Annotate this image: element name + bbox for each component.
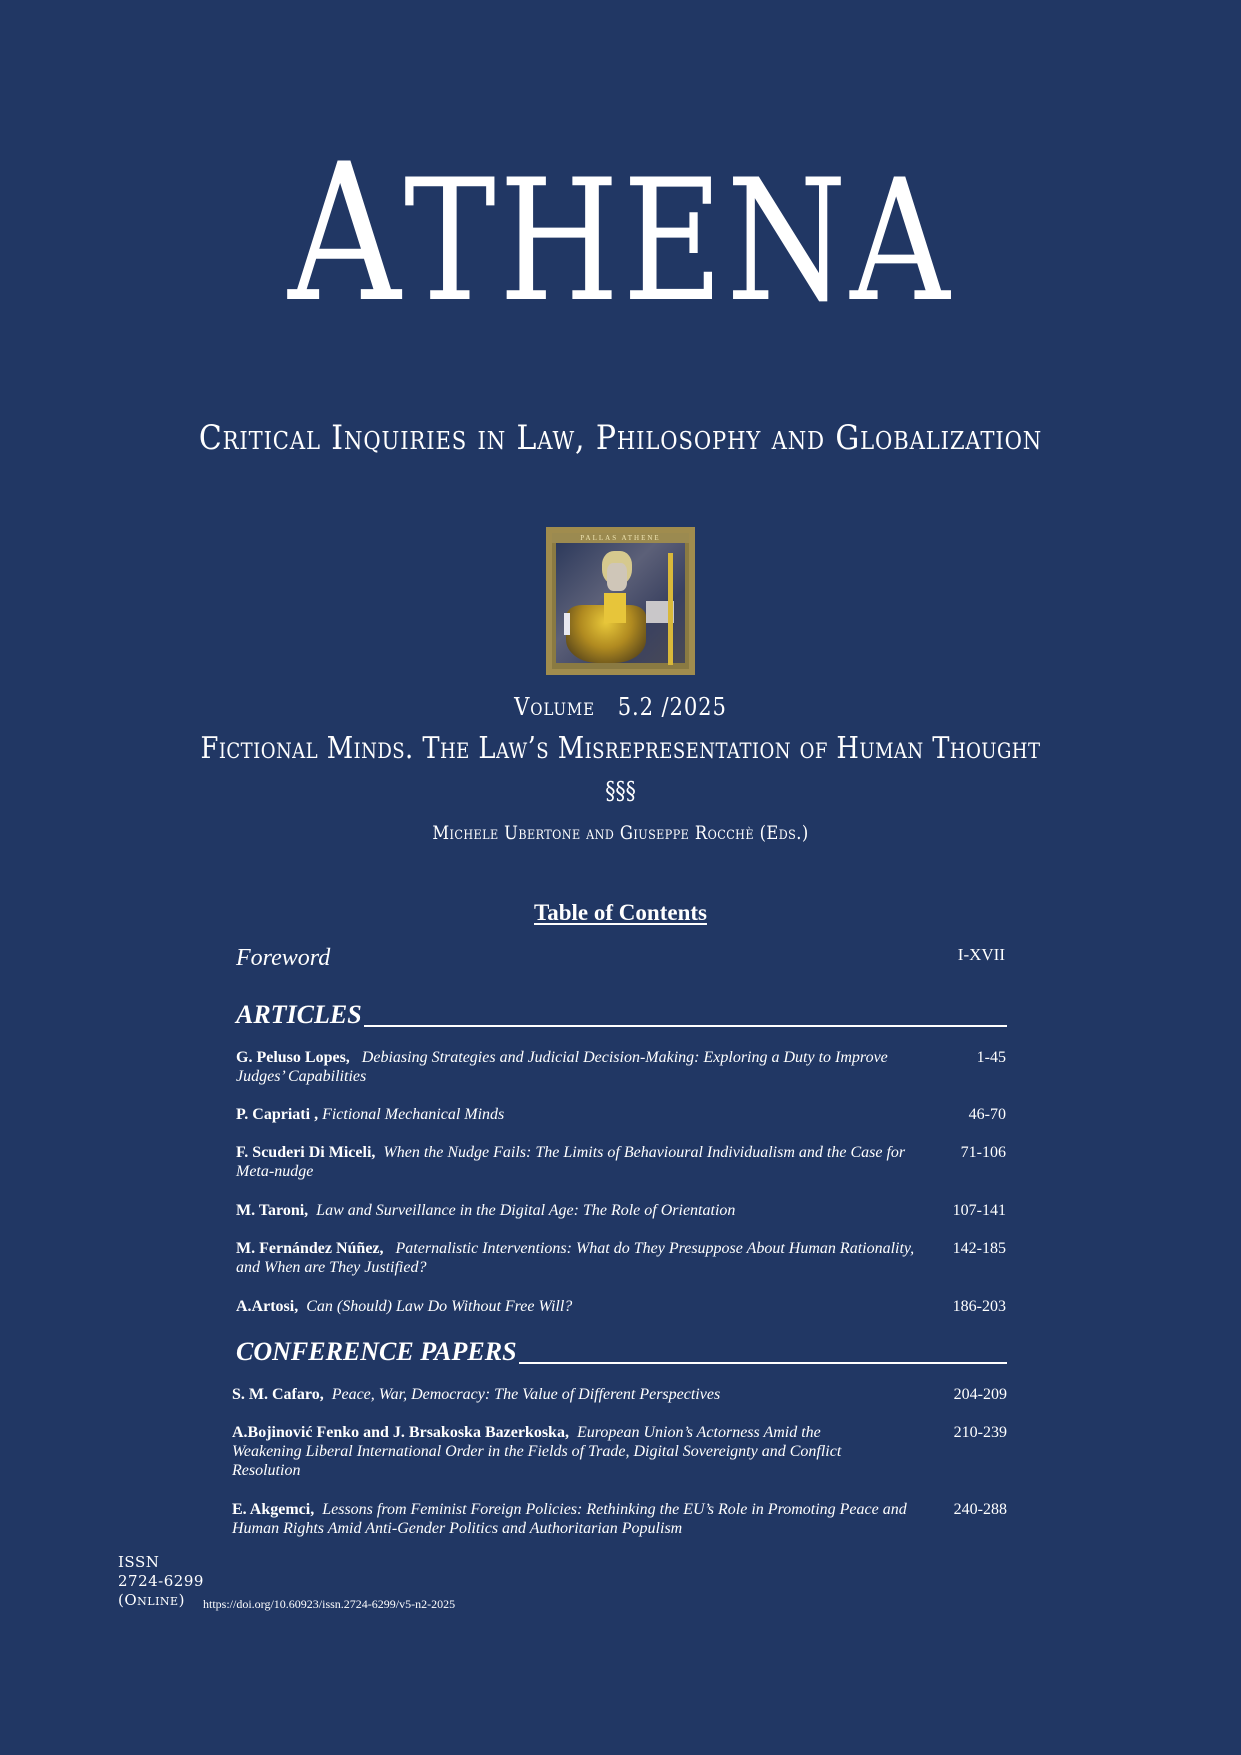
entry-title: Lessons from Feminist Foreign Policies: Rethinking the EU’s Role in Promoting Peace and Human Rights Amid Anti-Gender Politics and Authoritarian Populism [232, 1501, 907, 1537]
entry-author: M. Taroni, [236, 1202, 309, 1219]
painting-chest [604, 593, 626, 623]
entry-author: E. Akgemci, [232, 1501, 315, 1518]
entry-author: G. Peluso Lopes, [236, 1049, 350, 1066]
issue-title: Fictional Minds. The Law’s Misrepresentation of Human Thought [200, 731, 1041, 766]
entry-author: S. M. Cafaro, [232, 1386, 324, 1403]
entry-pages: 186-203 [952, 1298, 1006, 1315]
cover-painting [546, 527, 695, 675]
journal-masthead [112, 123, 1130, 344]
masthead-rest: THENA [403, 143, 953, 339]
painting-nike-figure [564, 613, 570, 635]
conference-heading-text: CONFERENCE PAPERS [236, 1337, 517, 1366]
masthead-initial: A [288, 123, 404, 344]
issn-number: 2724-6299 [118, 1572, 204, 1590]
toc-foreword-pages: I-XVII [957, 945, 1005, 964]
entry-author: A.Artosi, [236, 1298, 299, 1315]
entry-pages: 107-141 [952, 1202, 1006, 1219]
volume-label: Volume [514, 693, 595, 721]
entry-pages: 142-185 [952, 1240, 1006, 1257]
toc-entry[interactable] [232, 1500, 1007, 1538]
articles-heading-rule [364, 1025, 1007, 1027]
entry-author: P. Capriati , [236, 1106, 319, 1123]
toc-entry[interactable] [236, 1297, 1006, 1316]
entry-pages: 210-239 [953, 1424, 1007, 1441]
entry-author: A.Bojinović Fenko and J. Brsakoska Bazerkoska, [232, 1424, 569, 1441]
entry-pages: 71-106 [960, 1144, 1006, 1161]
section-marks: §§§ [605, 777, 636, 805]
toc-entry[interactable] [236, 1201, 1006, 1220]
toc-foreword-label[interactable]: Foreword [236, 945, 331, 971]
toc-articles-heading [236, 1000, 1007, 1030]
doi-link[interactable]: https://doi.org/10.60923/issn.2724-6299/v5-n2-2025 [203, 1597, 456, 1611]
entry-pages: 240-288 [953, 1501, 1007, 1518]
toc-entry[interactable] [236, 1143, 1006, 1181]
articles-heading-text: ARTICLES [236, 1000, 362, 1029]
entry-title: Paternalistic Interventions: What do They Presuppose About Human Rationality, and When are They Justified? [236, 1240, 915, 1276]
journal-subtitle: Critical Inquiries in Law, Philosophy and Globalization [198, 418, 1043, 458]
toc-entry[interactable] [236, 1105, 1006, 1124]
painting-face [607, 563, 627, 591]
entry-pages: 204-209 [953, 1386, 1007, 1403]
issn-type: (Online) [118, 1591, 185, 1609]
volume-line [74, 693, 1166, 721]
entry-title: European Union’s Actorness Amid the Weakening Liberal International Order in the Fields of Trade, Digital Sovereignty and Conflict Resolution [232, 1424, 842, 1479]
entry-pages: 46-70 [968, 1106, 1006, 1123]
volume-value: 5.2 /2025 [617, 693, 727, 721]
issue-editors: Michele Ubertone and Giuseppe Rocchè (Eds.) [432, 822, 809, 844]
conference-heading-rule [519, 1362, 1007, 1364]
entry-author: M. Fernández Núñez, [236, 1240, 384, 1257]
toc-entry[interactable] [232, 1385, 1007, 1404]
entry-author: F. Scuderi Di Miceli, [236, 1144, 376, 1161]
painting-banner: PALLAS ATHENE [552, 533, 689, 543]
entry-title: When the Nudge Fails: The Limits of Behavioural Individualism and the Case for Meta-nudge [236, 1144, 906, 1180]
entry-title: Fictional Mechanical Minds [322, 1106, 505, 1123]
issn-label: ISSN [118, 1553, 160, 1571]
entry-title: Debiasing Strategies and Judicial Decision-Making: Exploring a Duty to Improve Judges’ Capabilities [236, 1049, 888, 1085]
toc-heading: Table of Contents [534, 900, 707, 925]
entry-pages: 1-45 [976, 1049, 1006, 1066]
issn-block [118, 1553, 204, 1610]
entry-title: Law and Surveillance in the Digital Age: The Role of Orientation [316, 1202, 736, 1219]
toc-entry[interactable] [236, 1048, 1006, 1086]
entry-title: Peace, War, Democracy: The Value of Different Perspectives [331, 1386, 721, 1403]
toc-entry[interactable] [236, 1239, 1006, 1277]
toc-conference-heading [236, 1337, 1007, 1367]
painting-spear [668, 553, 673, 665]
entry-title: Can (Should) Law Do Without Free Will? [306, 1298, 573, 1315]
toc-entry[interactable] [232, 1423, 1007, 1480]
